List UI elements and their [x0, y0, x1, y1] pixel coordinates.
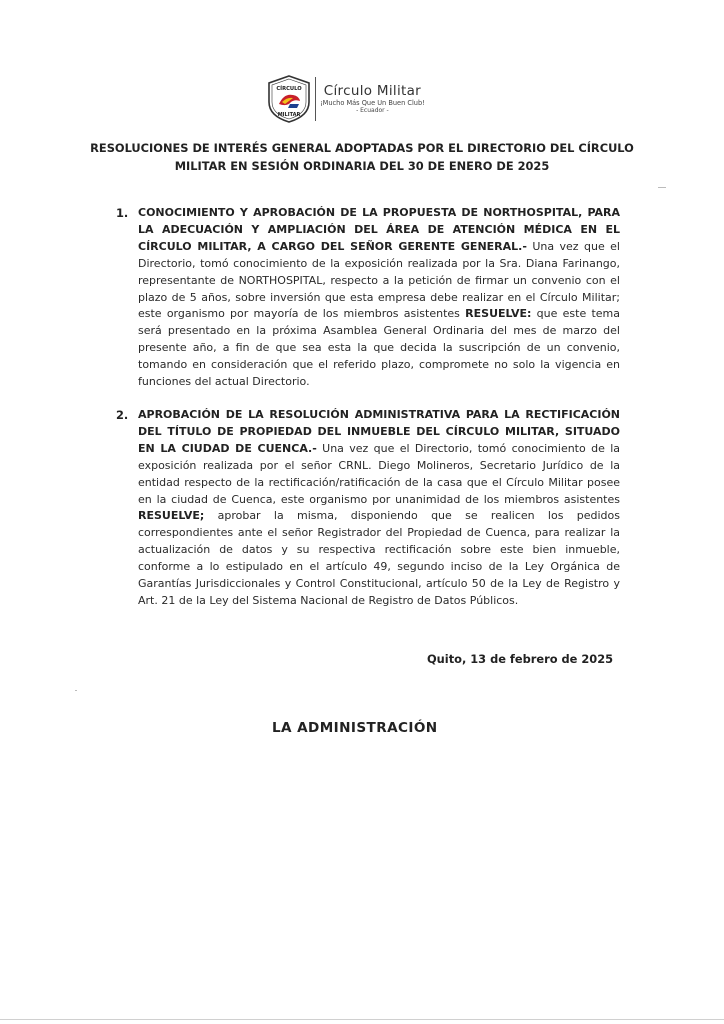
margin-dot [75, 690, 77, 691]
resolution-heading: APROBACIÓN DE LA RESOLUCIÓN ADMINISTRATIVA PARA LA RECTIFICACIÓN DEL TÍTULO DE PROPIEDAD DEL INMUEBLE DEL CÍRCULO MILITAR, SITUADO EN LA CIUDAD DE CUENCA.- [138, 407, 620, 455]
header-divider [315, 77, 316, 121]
resolution-resolve: RESUELVE; [138, 509, 205, 523]
brand-tagline: ¡Mucho Más Que Un Buen Club! [320, 99, 425, 107]
document-title: RESOLUCIONES DE INTERÉS GENERAL ADOPTADAS POR EL DIRECTORIO DEL CÍRCULO MILITAR EN SESIÓN ORDINARIA DEL 30 DE ENERO DE 2025 [90, 141, 634, 173]
resolution-body [138, 407, 620, 610]
resolution-item [116, 407, 620, 610]
resolution-number: 1. [116, 206, 129, 220]
resolutions-list [116, 205, 620, 626]
resolution-text-after: aprobar la misma, disponiendo que se realicen los pedidos correspondientes ante el señor Registrador del Propiedad de Cuenca, para realizar la actualización de datos y su respectiva rectificación sobre este bien inmueble, conforme a lo estipulado en el artículo 49, segundo inciso de la Ley Orgánica de Garantías Jurisdiccionales y Control Constitucional, artículo 50 de la Ley de Registro y Art. 21 de la Ley del Sistema Nacional de Registro de Datos Públicos. [138, 509, 620, 607]
page-bottom-edge [0, 1019, 724, 1020]
resolution-item [116, 205, 620, 391]
brand-block [320, 84, 425, 114]
resolution-text-before: Una vez que el Directorio, tomó conocimiento de la exposición realizada por el señor CRNL. Diego Molineros, Secretario Jurídico de la entidad respecto de la rectificación/ratificación de la casa que el Círculo Militar posee en la ciudad de Cuenca, este organismo por unanimidad de los miembros asistentes [138, 441, 620, 506]
brand-name: Círculo Militar [323, 83, 422, 99]
resolution-heading: CONOCIMIENTO Y APROBACIÓN DE LA PROPUESTA DE NORTHOSPITAL, PARA LA ADECUACIÓN Y AMPLIACIÓN DEL ÁREA DE ATENCIÓN MÉDICA EN EL CÍRCULO MILITAR, A CARGO DEL SEÑOR GERENTE GENERAL.- [138, 206, 620, 253]
circulo-militar-emblem-icon [266, 74, 312, 124]
letterhead [266, 74, 425, 124]
margin-mark [658, 187, 666, 188]
signature-block: LA ADMINISTRACIÓN [272, 720, 438, 736]
emblem-bottom-text: MILITAR [277, 112, 301, 118]
resolution-text-before: Una vez que el Directorio, tomó conocimiento de la exposición realizada por la Sra. Diana Farinango, representante de NORTHOSPITAL, respecto a la petición de firmar un convenio con el plazo de 5 años, sobre inversión que esta empresa debe realizar en el Círculo Militar; este organismo por mayoría de los miembros asistentes [138, 239, 620, 321]
resolution-text-after: que este tema será presentado en la próxima Asamblea General Ordinaria del mes de marzo del presente año, a fin de que sea esta la que decida la suscripción de un convenio, tomando en consideración que el referido plazo, compromete no solo la vigencia en funciones del actual Directorio. [138, 307, 621, 389]
resolution-resolve: RESUELVE: [465, 307, 532, 321]
resolution-number: 2. [116, 407, 129, 422]
document-date: Quito, 13 de febrero de 2025 [427, 652, 614, 666]
brand-country: - Ecuador - [356, 107, 389, 114]
emblem-top-text: CÍRCULO [276, 86, 302, 92]
resolution-body [138, 205, 620, 391]
